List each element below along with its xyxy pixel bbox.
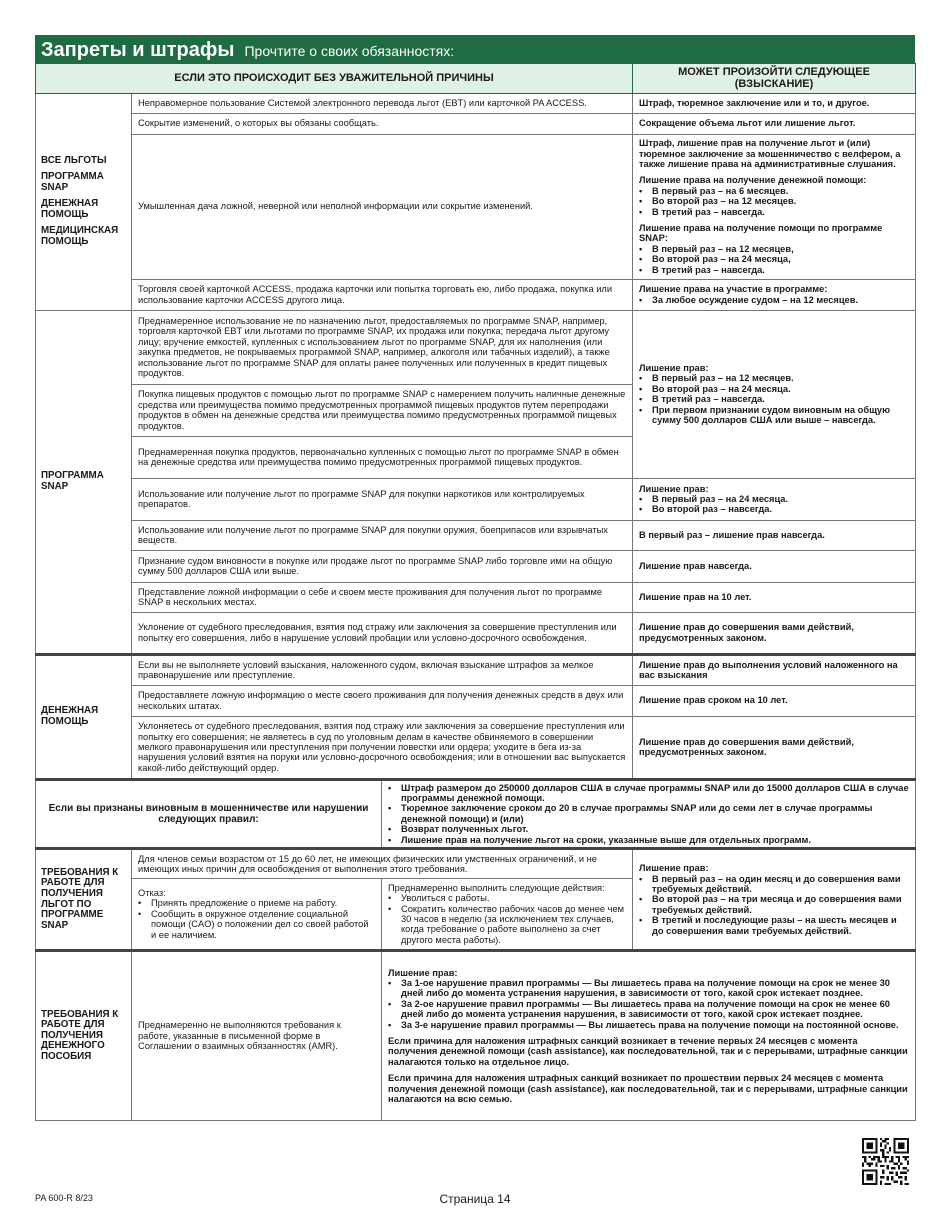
penalty-item: • За 1-ое нарушение правил программы — Вы лишаетесь права на получение помощи на срок не менее 30 дней либо до момента устранения нарушения, в зависимости от того, какой срок истекает позднее. — [388, 978, 909, 999]
penalty-item: • Во второй раз – на 24 месяца, — [639, 254, 909, 264]
penalty-cell: Лишение прав навсегда. — [633, 550, 916, 582]
refusal-title: Отказ: — [138, 888, 166, 899]
condition-cell: Использование или получение льгот по программе SNAP для покупки наркотиков или контролируемых препаратов. — [132, 478, 633, 520]
penalty-cell: Лишение прав сроком на 10 лет. — [633, 685, 916, 716]
condition-cell: Использование или получение льгот по программе SNAP для покупки оружия, боеприпасов или взрывчатых веществ. — [132, 520, 633, 550]
intentional-item: • Сократить количество рабочих часов до менее чем 30 часов в неделю (за исключением тех случаев, когда требование о работе выполнено за счет другого места работы). — [388, 904, 626, 946]
refusal-item: • Принять предложение о приеме на работу. — [138, 898, 375, 908]
table-row — [36, 279, 916, 310]
program-label: ВСЕ ЛЬГОТЫ — [41, 154, 107, 166]
table-row — [36, 134, 916, 279]
refusal-item: • Сообщить в окружное отделение социальной помощи (CAO) о положении дел со своей работой и ее наличием. — [138, 909, 375, 940]
penalty-cell: Сокращение объема льгот или лишение льгот. — [633, 113, 916, 134]
form-id: PA 600-R 8/23 — [35, 1193, 93, 1203]
penalty-item: • За 2-ое нарушение правил программы — Вы лишаетесь права на получение помощи на срок не менее 60 дней либо до момента устранения нарушения, в зависимости от того, какой срок истекает позднее. — [388, 999, 909, 1020]
penalty-item: • В третий раз – навсегда. — [639, 207, 909, 217]
penalty-item: • Во второй раз – на 12 месяцев. — [639, 196, 909, 206]
program-label: ДЕНЕЖНАЯ ПОМОЩЬ — [41, 705, 99, 727]
penalty-cell: Лишение прав на 10 лет. — [633, 582, 916, 612]
program-label: ПРОГРАММА SNAP — [41, 470, 104, 492]
penalty-item: • В третий раз – навсегда. — [639, 394, 909, 404]
penalty-note: Если причина для наложения штрафных санкций возникает по прошествии первых 24 месяцев с момента получения денежной помощи (cash assistance), как последовательной, так и с перерывами, штрафные санкции налагаются на всю семью. — [388, 1073, 908, 1105]
table-row — [36, 716, 916, 779]
condition-cell: Преднамеренное использование не по назначению льгот, предоставляемых по программе SNAP, например, торговля карточкой EBT или льготами по программе SNAP, их продажа или покупка; передача льгот другому лицу; вручение емкостей, купленных с использованием льгот по программе SNAP, для их наполнения (или закупка предметов, не покрываемых программой SNAP, например, алкоголя или табачных изделий), а также использование льгот по программе SNAP для оплаты ранее полученных или полученных в кредит пищевых продуктов. — [132, 310, 633, 384]
table-row — [36, 550, 916, 582]
header-penalty: МОЖЕТ ПРОИЗОЙТИ СЛЕДУЮЩЕЕ (ВЗЫСКАНИЕ) — [633, 64, 916, 94]
table-row — [36, 582, 916, 612]
penalty-cell: Лишение прав до совершения вами действий, предусмотренных законом. — [633, 716, 916, 779]
penalty-subtitle: Лишение прав: — [639, 362, 709, 373]
penalty-cell — [633, 849, 916, 951]
work-cash-label: ТРЕБОВАНИЯ К РАБОТЕ ДЛЯ ПОЛУЧЕНИЯ ДЕНЕЖНОГО ПОСОБИЯ — [36, 951, 132, 1121]
penalty-item: • Штраф размером до 250000 долларов США в случае программы SNAP или до 15000 долларов США в случае программы денежной помощи. — [388, 783, 909, 804]
program-label: ПРОГРАММА SNAP — [41, 171, 104, 193]
table-row — [36, 849, 916, 879]
penalty-cell — [633, 478, 916, 520]
intentional-title: Преднамеренно выполнить следующие действия: — [388, 882, 605, 893]
table-row — [36, 93, 916, 113]
condition-cell: Предоставляете ложную информацию о месте своего проживания для получения денежных средств в двух или нескольких штатах. — [132, 685, 633, 716]
page-number: Страница 14 — [439, 1192, 511, 1206]
condition-cell: Покупка пищевых продуктов с помощью льгот по программе SNAP с намерением получить наличные денежные средства или преимущества помимо предусмотренных программой пищевых продуктов путем перепродажи продуктов в обмен на денежные средства или преимущества помимо предусмотренных программой пищевых продуктов. — [132, 384, 633, 436]
penalty-item: • В первый раз – на 12 месяцев, — [639, 244, 909, 254]
penalty-item: • При первом признании судом виновным на общую сумму 500 долларов США или выше – навсегда. — [639, 405, 909, 426]
penalty-item: • В третий раз – навсегда. — [639, 265, 909, 275]
penalty-subtitle: Лишение права на получение помощи по программе SNAP: — [639, 223, 883, 244]
condition-cell: Уклонение от судебного преследования, взятия под стражу или заключения за совершение преступления или попытку его совершения, либо в нарушение условий пробации или условно-досрочного освобождения. — [132, 612, 633, 654]
penalty-cell — [633, 279, 916, 310]
program-cell-all — [36, 93, 132, 310]
intentional-cell — [382, 879, 633, 951]
penalties-sheet — [35, 35, 915, 1121]
penalty-item: • За любое осуждение судом – на 12 месяцев. — [639, 295, 909, 305]
penalty-intro: Штраф, лишение прав на получение льгот и (или) тюремное заключение за мошенничество с велфером, а также лишение права на административные слушания. — [639, 138, 901, 169]
penalty-item: • Во второй раз – на 24 месяца. — [639, 384, 909, 394]
penalty-cell: В первый раз – лишение прав навсегда. — [633, 520, 916, 550]
penalty-item: • В первый раз – на 24 месяца. — [639, 494, 909, 504]
refusal-cell — [132, 879, 382, 951]
penalty-item: • Возврат полученных льгот. — [388, 824, 909, 834]
penalty-subtitle: Лишение права на участие в программе: — [639, 284, 828, 295]
penalties-table — [35, 63, 916, 1121]
condition-cell: Сокрытие изменений, о которых вы обязаны сообщать. — [132, 113, 633, 134]
condition-cell: Представление ложной информации о себе и своем месте проживания для получения льгот по программе SNAP в нескольких местах. — [132, 582, 633, 612]
program-cell-snap — [36, 310, 132, 654]
penalty-item: • В первый раз – на 12 месяцев. — [639, 373, 909, 383]
condition-cell: Неправомерное пользование Системой электронного перевода льгот (EBT) или карточкой PA ACCESS. — [132, 93, 633, 113]
table-header-row — [36, 64, 916, 94]
qr-code-icon — [862, 1138, 909, 1185]
condition-cell: Уклоняетесь от судебного преследования, взятия под стражу или заключения за совершение преступления или попытку его совершения; не являетесь в суд по уголовным делам в качестве обвиняемого в совершении мелкого правонарушения или преступления при получении повестки или ордера; уходите в бега из-за нарушения условий взятия на поруки или условно-досрочного освобождения; или в отношении вас выпускается какой-либо действующий ордер. — [132, 716, 633, 779]
penalty-item: • Лишение прав на получение льгот на сроки, указанные выше для отдельных программ. — [388, 835, 909, 845]
condition-cell: Признание судом виновности в покупке или продаже льгот по программе SNAP либо торговле ими на общую сумму 500 долларов США или выше. — [132, 550, 633, 582]
penalty-cell — [382, 951, 916, 1121]
penalty-cell: Штраф, тюремное заключение или и то, и другое. — [633, 93, 916, 113]
page-subtitle: Прочтите о своих обязанностях: — [244, 43, 455, 59]
program-label: ДЕНЕЖНАЯ ПОМОЩЬ — [41, 198, 99, 220]
penalty-subtitle: Лишение прав: — [388, 967, 458, 978]
penalty-note: Если причина для наложения штрафных санкций возникает в течение первых 24 месяцев с момента получения денежной помощи (cash assistance), как последовательной, так и с перерывами, штрафные санкции налагаются только на отдельное лицо. — [388, 1036, 908, 1067]
condition-cell: Преднамеренно не выполняются требования к работе, указанные в письменной форме в Соглашении о взаимных обязанностях (AMR). — [132, 951, 382, 1121]
title-bar — [35, 35, 915, 63]
condition-cell: Умышленная дача ложной, неверной или неполной информации или сокрытие изменений. — [132, 134, 633, 279]
header-condition: ЕСЛИ ЭТО ПРОИСХОДИТ БЕЗ УВАЖИТЕЛЬНОЙ ПРИЧИНЫ — [36, 64, 633, 94]
table-row — [36, 779, 916, 848]
penalty-cell: Лишение прав до совершения вами действий, предусмотренных законом. — [633, 612, 916, 654]
penalty-item: • В первый раз – на 6 месяцев. — [639, 186, 909, 196]
table-row — [36, 478, 916, 520]
penalty-item: • В первый раз – на один месяц и до совершения вами требуемых действий. — [639, 874, 909, 895]
penalty-item: • Во второй раз – навсегда. — [639, 504, 909, 514]
penalty-item: • В третий и последующие разы – на шесть месяцев и до совершения вами требуемых действий. — [639, 915, 909, 936]
table-row — [36, 612, 916, 654]
table-row — [36, 685, 916, 716]
penalty-cell — [633, 310, 916, 478]
work-snap-label: ТРЕБОВАНИЯ К РАБОТЕ ДЛЯ ПОЛУЧЕНИЯ ЛЬГОТ ПО ПРОГРАММЕ SNAP — [36, 849, 132, 951]
page-title: Запреты и штрафы — [41, 39, 235, 61]
table-row — [36, 654, 916, 685]
table-row — [36, 113, 916, 134]
penalty-item: • За 3-е нарушение правил программы — Вы лишаетесь права на получение помощи на постоянной основе. — [388, 1020, 909, 1030]
applies-to-cell: Для членов семьи возрастом от 15 до 60 лет, не имеющих физических или умственных ограничений, и не имеющих иных причин для освобождения от выполнения этого требования. — [132, 849, 633, 879]
penalty-cell — [633, 134, 916, 279]
table-row — [36, 951, 916, 1121]
program-label: МЕДИЦИНСКАЯ ПОМОЩЬ — [41, 225, 119, 248]
intentional-item: • Уволиться с работы. — [388, 893, 626, 903]
table-row — [36, 520, 916, 550]
penalty-subtitle: Лишение прав: — [639, 863, 709, 874]
condition-cell: Торговля своей карточкой ACCESS, продажа карточки или попытка торговать ею, либо продажа, покупка или использование карточки ACCESS другого лица. — [132, 279, 633, 310]
fraud-label: Если вы признаны виновным в мошенничестве или нарушении следующих правил: — [36, 779, 382, 848]
condition-cell: Преднамеренная покупка продуктов, первоначально купленных с помощью льгот по программе SNAP в обмен на денежные средства или преимущества помимо предусмотренных программой пищевых продуктов. — [132, 436, 633, 478]
condition-cell: Если вы не выполняете условий взыскания, наложенного судом, включая взыскание штрафов за мелкое правонарушение или преступление. — [132, 654, 633, 685]
penalty-subtitle: Лишение права на получение денежной помощи: — [639, 175, 867, 186]
penalty-item: • Во второй раз – на три месяца и до совершения вами требуемых действий. — [639, 894, 909, 915]
table-row — [36, 310, 916, 384]
penalty-cell: Лишение прав до выполнения условий наложенного на вас взыскания — [633, 654, 916, 685]
fraud-penalty-cell — [382, 779, 916, 848]
penalty-subtitle: Лишение прав: — [639, 483, 709, 494]
program-cell-cash — [36, 654, 132, 779]
penalty-item: • Тюремное заключение сроком до 20 в случае программы SNAP или до семи лет в случае программы денежной помощи) и (или) — [388, 803, 909, 824]
